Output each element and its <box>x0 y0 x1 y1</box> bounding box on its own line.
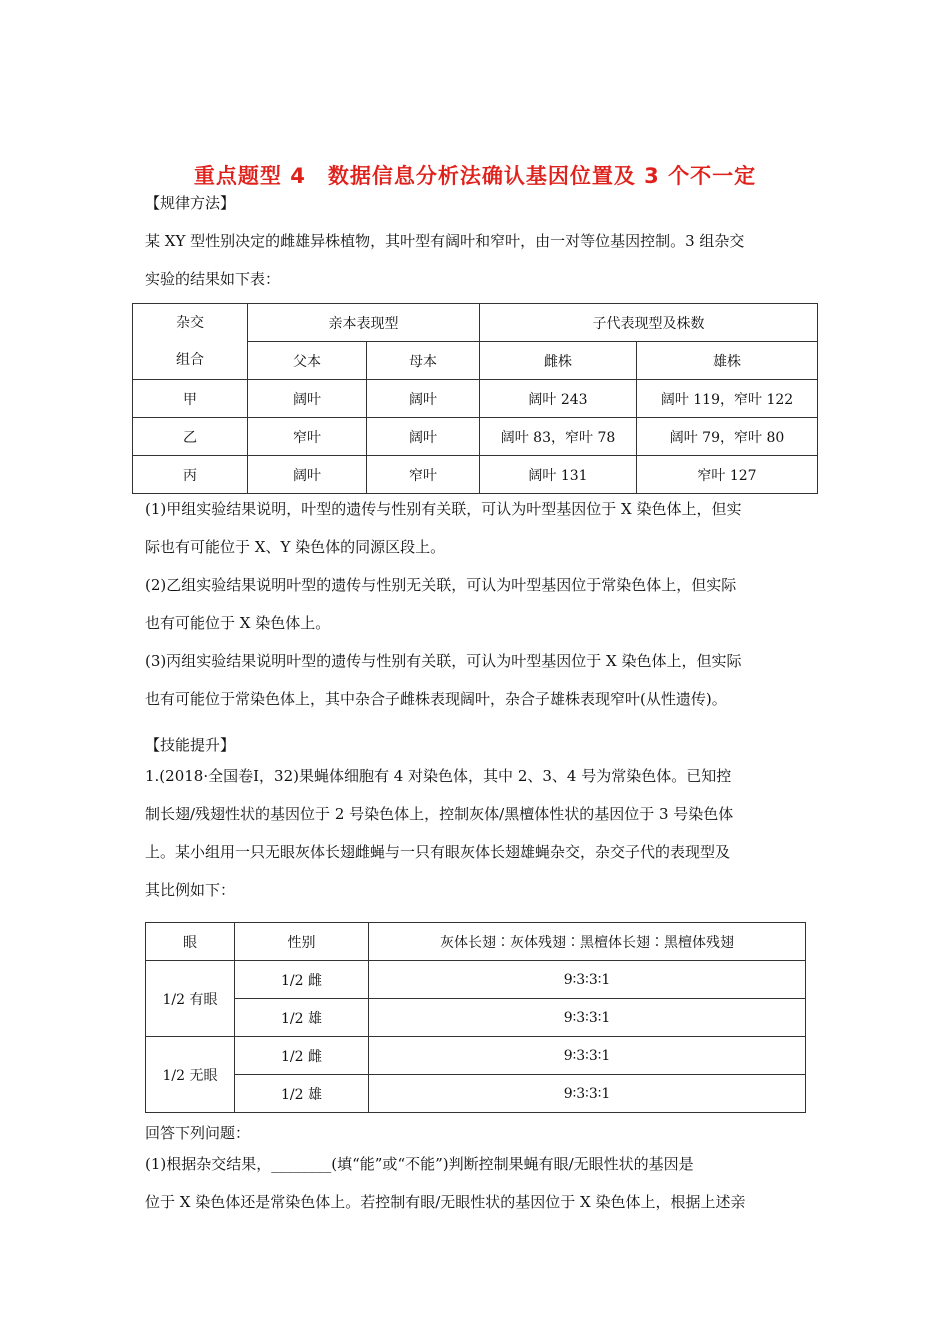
header-mother: 母本 <box>367 342 480 380</box>
question-1-parts <box>145 1145 810 1221</box>
header-father: 父本 <box>248 342 367 380</box>
text-line: (1)根据杂交结果，________(填“能”或“不能”)判断控制果蝇有眼/无眼性状的基因是 <box>145 1155 694 1173</box>
intro-paragraph <box>145 222 810 298</box>
fruitfly-ratio-table <box>145 922 806 1113</box>
header-female: 雌株 <box>480 342 637 380</box>
table-row: 乙 窄叶 阔叶 阔叶 83，窄叶 78 阔叶 79，窄叶 80 <box>133 418 818 456</box>
section-heading-method: 【规律方法】 <box>145 194 236 212</box>
header-ratio: 灰体长翅∶灰体残翅∶黑檀体长翅∶黑檀体残翅 <box>369 923 806 961</box>
table-row: 1/2 雄 9∶3∶3∶1 <box>146 999 806 1037</box>
header-cross-group: 杂交 组合 <box>133 304 248 380</box>
analysis-notes <box>145 490 810 718</box>
header-sex: 性别 <box>235 923 369 961</box>
section-heading-skill: 【技能提升】 <box>145 736 236 754</box>
text-line: 某 XY 型性别决定的雌雄异株植物，其叶型有阔叶和窄叶，由一对等位基因控制。3 组杂交 <box>145 232 745 250</box>
header-offspring-phenotype: 子代表现型及株数 <box>480 304 818 342</box>
text-line: 实验的结果如下表： <box>145 270 281 288</box>
text-line: 际也有可能位于 X、Y 染色体的同源区段上。 <box>145 538 446 556</box>
table-row: 1/2 无眼 1/2 雌 9∶3∶3∶1 <box>146 1037 806 1075</box>
text-line: 也有可能位于常染色体上，其中杂合子雌株表现阔叶，杂合子雄株表现窄叶(从性遗传)。 <box>145 690 727 708</box>
text-line: 其比例如下： <box>145 881 236 899</box>
text-line: (2)乙组实验结果说明叶型的遗传与性别无关联，可认为叶型基因位于常染色体上，但实际 <box>145 576 737 594</box>
header-eye: 眼 <box>146 923 235 961</box>
cross-results-table <box>132 303 818 494</box>
text-line: 1.(2018·全国卷Ⅰ，32)果蝇体细胞有 4 对染色体，其中 2、3、4 号为常染色体。已知控 <box>145 767 732 785</box>
table-row: 甲 阔叶 阔叶 阔叶 243 阔叶 119，窄叶 122 <box>133 380 818 418</box>
text-line: 制长翅/残翅性状的基因位于 2 号染色体上，控制灰体/黑檀体性状的基因位于 3 号染色体 <box>145 805 734 823</box>
page-title: 重点题型 4 数据信息分析法确认基因位置及 3 个不一定 <box>193 164 757 188</box>
text-line: 位于 X 染色体还是常染色体上。若控制有眼/无眼性状的基因位于 X 染色体上，根据上述亲 <box>145 1193 746 1211</box>
table-row: 1/2 有眼 1/2 雌 9∶3∶3∶1 <box>146 961 806 999</box>
header-male: 雄株 <box>637 342 818 380</box>
question-1-stem <box>145 757 810 909</box>
table-row: 1/2 雄 9∶3∶3∶1 <box>146 1075 806 1113</box>
text-line: (1)甲组实验结果说明，叶型的遗传与性别有关联，可认为叶型基因位于 X 染色体上，但实 <box>145 500 742 518</box>
text-line: 上。某小组用一只无眼灰体长翅雌蝇与一只有眼灰体长翅雄蝇杂交，杂交子代的表现型及 <box>145 843 731 861</box>
text-line: (3)丙组实验结果说明叶型的遗传与性别有关联，可认为叶型基因位于 X 染色体上，但实际 <box>145 652 742 670</box>
header-parent-phenotype: 亲本表现型 <box>248 304 480 342</box>
table-row: 丙 阔叶 窄叶 阔叶 131 窄叶 127 <box>133 456 818 494</box>
text-line: 也有可能位于 X 染色体上。 <box>145 614 331 632</box>
answer-prompt: 回答下列问题： <box>145 1124 251 1142</box>
